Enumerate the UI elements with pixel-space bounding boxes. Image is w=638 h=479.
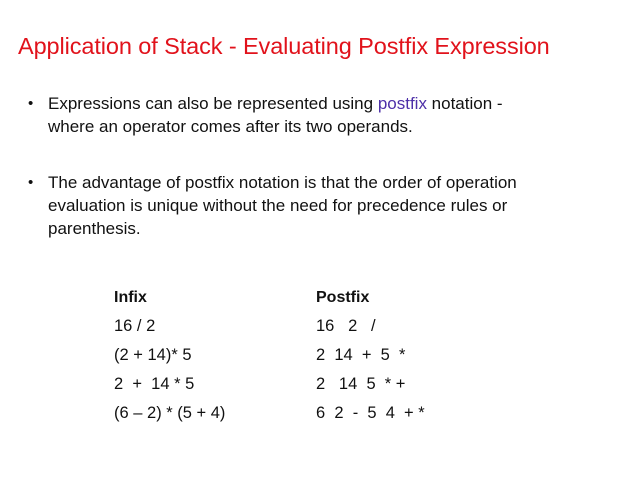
- infix-cell: (2 + 14)* 5: [114, 346, 192, 364]
- bullet-line: [48, 92, 608, 115]
- infix-cell: 16 / 2: [114, 317, 156, 335]
- infix-cell: 2 + 14 * 5: [114, 375, 195, 393]
- column-header-infix: Infix: [114, 288, 147, 306]
- table-row: [114, 370, 486, 399]
- bullet-item: [48, 92, 608, 138]
- postfix-cell: 2 14 5 * +: [316, 375, 406, 393]
- bullet-line: evaluation is unique without the need for precedence rules or: [48, 196, 508, 215]
- bullet-marker: •: [28, 95, 34, 112]
- bullet-marker: •: [28, 174, 34, 191]
- bullet-item: [48, 171, 608, 240]
- table-row: [114, 312, 486, 341]
- bullet-text-segment: notation -: [426, 94, 503, 113]
- postfix-cell: 2 14 + 5 *: [316, 346, 406, 364]
- conversion-table: [114, 283, 486, 428]
- postfix-cell: 6 2 - 5 4 + *: [316, 404, 425, 422]
- table-row: [114, 341, 486, 370]
- infix-cell: (6 – 2) * (5 + 4): [114, 404, 226, 422]
- highlighted-term: postfix: [377, 94, 427, 113]
- slide-title: Application of Stack - Evaluating Postfix Expression: [18, 33, 550, 59]
- column-header-postfix: Postfix: [316, 288, 370, 306]
- bullet-line: The advantage of postfix notation is that the order of operation: [48, 173, 517, 192]
- postfix-cell: 16 2 /: [316, 317, 376, 335]
- table-row: [114, 399, 486, 428]
- table-header-row: [114, 283, 486, 312]
- bullet-line: parenthesis.: [48, 219, 141, 238]
- bullet-line: where an operator comes after its two operands.: [48, 117, 413, 136]
- bullet-text-segment: Expressions can also be represented using: [48, 94, 378, 113]
